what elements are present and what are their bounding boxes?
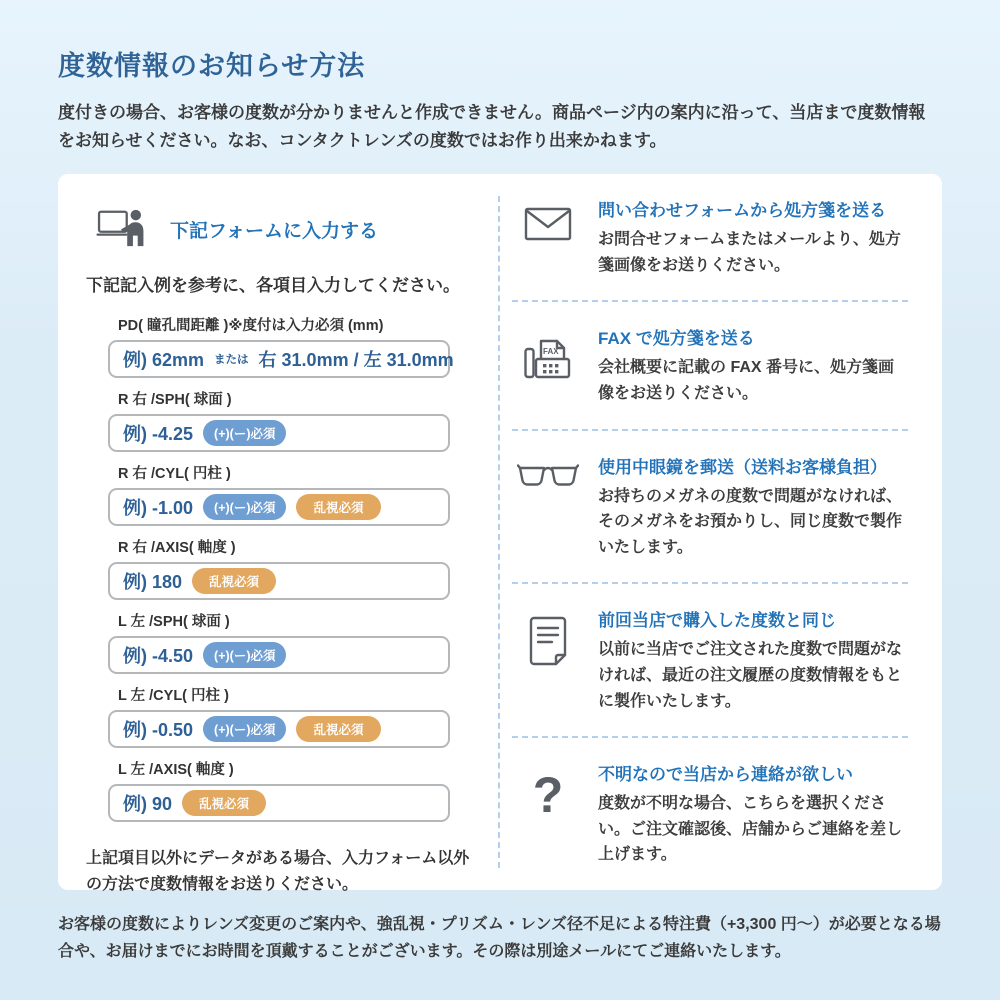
field-label: PD( 瞳孔間距離 )※度付は入力必須 (mm) [118, 318, 384, 335]
field-label: L 左 /SPH( 球面 ) [118, 614, 230, 631]
field-example-box [108, 340, 454, 378]
footer-note: お客様の度数によりレンズ変更のご案内や、強乱視・プリズム・レンズ径不足による特注費（+3,300 円～）が必要となる場合や、お届けまでにお時間を頂戴することがございます。その際は別途メールにてご連絡いたします。 [58, 916, 941, 960]
methods-panel [58, 174, 942, 893]
form-field-pd [108, 314, 454, 378]
astigmatism-required-badge: 乱視必須 [182, 790, 266, 816]
section-divider [512, 300, 908, 302]
form-field-l-axis [108, 758, 450, 822]
field-label: R 右 /AXIS( 軸度 ) [118, 540, 236, 557]
fax-icon [512, 324, 584, 406]
page-title: 度数情報のお知らせ方法 [58, 51, 366, 81]
plus-minus-required-badge: (+)(ー)必須 [203, 642, 286, 668]
method-body: お持ちのメガネの度数で問題がなければ、そのメガネをお預かりし、同じ度数で製作いたします。 [598, 487, 903, 556]
method-text [598, 196, 908, 278]
form-heading: 下記フォームに入力する [170, 221, 379, 243]
form-instruction: 下記記入例を参考に、各項目入力してください。 [86, 276, 460, 296]
plus-minus-required-badge: (+)(ー)必須 [203, 494, 286, 520]
method-text [598, 453, 908, 561]
method-unknown-contact-me [512, 746, 908, 882]
document-icon [512, 606, 584, 714]
field-example-value: 例) -0.50 [123, 720, 194, 741]
field-example-value: 例) 62mm [123, 350, 205, 371]
field-example-value: 例) -1.00 [123, 498, 194, 519]
field-example-box [108, 710, 450, 748]
form-field-r-axis [108, 536, 450, 600]
method-heading: 前回当店で購入した度数と同じ [598, 611, 836, 631]
question-icon: ? [532, 767, 564, 824]
method-body: 会社概要に記載の FAX 番号に、処方箋画像をお送りください。 [598, 359, 895, 402]
form-header [96, 206, 472, 253]
mail-icon [512, 196, 584, 278]
form-field-l-sph [108, 610, 450, 674]
form-field-r-sph [108, 388, 450, 452]
form-field-r-cyl [108, 462, 450, 526]
alt-methods-column [500, 174, 942, 890]
field-example-box [108, 414, 450, 452]
section-divider [512, 582, 908, 584]
form-note: 上記項目以外にデータがある場合、入力フォーム以外の方法で度数情報をお送りください。 [86, 850, 470, 893]
field-example-box [108, 562, 450, 600]
astigmatism-required-badge: 乱視必須 [192, 568, 276, 594]
form-field-l-cyl [108, 684, 450, 748]
field-label: L 左 /CYL( 円柱 ) [118, 688, 229, 705]
section-divider [512, 429, 908, 431]
field-label: R 右 /CYL( 円柱 ) [118, 466, 231, 483]
method-text [598, 760, 908, 868]
method-contact-form [512, 182, 908, 292]
method-body: お問合せフォームまたはメールより、処方箋画像をお送りください。 [598, 231, 901, 274]
method-mail-glasses [512, 439, 908, 575]
form-example-column [58, 174, 498, 893]
field-example-value-2: 右 31.0mm / 左 31.0mm [258, 350, 454, 371]
method-same-as-previous [512, 592, 908, 728]
section-divider [512, 736, 908, 738]
method-heading: 不明なので当店から連絡が欲しい [598, 765, 853, 785]
method-heading: 問い合わせフォームから処方箋を送る [598, 201, 887, 221]
method-body: 以前に当店でご注文された度数で問題がなければ、最近の注文履歴の度数情報をもとに製作いたします。 [598, 641, 903, 710]
field-label: R 右 /SPH( 球面 ) [118, 392, 232, 409]
plus-minus-required-badge: (+)(ー)必須 [203, 420, 286, 446]
astigmatism-required-badge: 乱視必須 [296, 494, 380, 520]
plus-minus-required-badge: (+)(ー)必須 [203, 716, 286, 742]
field-example-box [108, 636, 450, 674]
astigmatism-required-badge: 乱視必須 [296, 716, 380, 742]
method-text [598, 606, 908, 714]
field-example-value: 例) 180 [123, 572, 183, 593]
glasses-icon [512, 453, 584, 561]
method-body: 度数が不明な場合、こちらを選択ください。ご注文確認後、店舗からご連絡を差し上げます。 [598, 795, 903, 864]
presenter-icon [96, 206, 146, 253]
field-example-value: 例) -4.50 [123, 646, 194, 667]
method-fax [512, 310, 908, 420]
field-example-or: または [214, 354, 249, 367]
field-example-box [108, 784, 450, 822]
field-example-box [108, 488, 450, 526]
method-text [598, 324, 908, 406]
svg-text:FAX: FAX [543, 347, 559, 357]
method-heading: 使用中眼鏡を郵送（送料お客様負担） [598, 457, 887, 477]
intro-text: 度付きの場合、お客様の度数が分かりませんと作成できません。商品ページ内の案内に沿って、当店まで度数情報をお知らせください。なお、コンタクトレンズの度数ではお作り出来かねます。 [58, 103, 926, 150]
field-example-value: 例) 90 [123, 794, 173, 815]
field-example-value: 例) -4.25 [123, 424, 194, 445]
field-label: L 左 /AXIS( 軸度 ) [118, 762, 234, 779]
method-heading: FAX で処方箋を送る [598, 329, 755, 349]
